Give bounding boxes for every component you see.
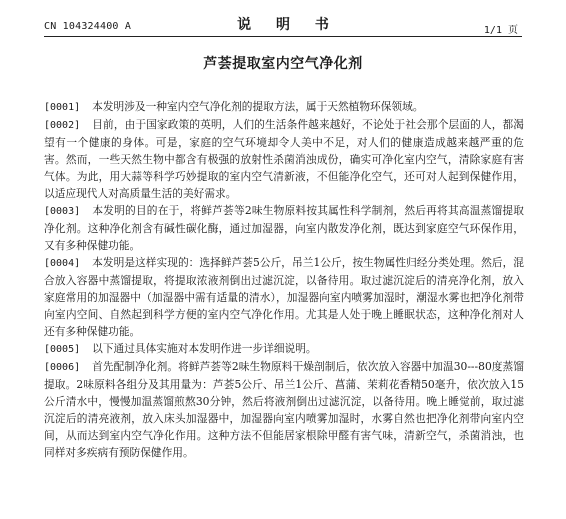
paragraph-number: [0003]: [44, 206, 81, 217]
paragraph-text: 首先配制净化剂。将鲜芦荟等2味生物原料干燥剖制后，依次放入容器中加温30---80度蒸馏提取。2味原料各组分及其用量为：芦荟5公斤、吊兰1公斤、菖蒲、茉莉花香精50毫升，依次放入15公斤清水中，慢慢加温蒸馏煎熬30分钟，然后将液剂倒出过滤沉淀，以备待用。晚上睡觉前，取过滤沉淀后的清亮液剂，放入床头加湿器中，加湿器向室内喷雾加湿时，水雾自然也把净化剂带向室内空间，从而达到室内空气净化作用。这种方法不但能居家根除甲醛有害气味，清新空气，杀菌消浊，也同样对多疾病有预防保健作用。: [44, 360, 524, 459]
paragraph-text: 目前，由于国家政策的英明，人们的生活条件越来越好，不论处于社会那个层面的人，都渴望有一个健康的身体。可是，家庭的空气环境却令人美中不足，对人们的健康造成越来越严重的危害。然而，一些天然生物中都含有极强的放射性杀菌消浊成份，确实可净化室内空气，清除家庭有害气体。为此，用大蒜等科学巧妙提取的室内空气清新液，不但能净化空气，还可对人起到保健作用，以适应现代人对高质量生活的美好需求。: [44, 118, 524, 200]
header-rule: [44, 36, 522, 37]
paragraph: [44, 116, 524, 202]
paragraph-number: [0005]: [44, 344, 81, 355]
paragraph-number: [0002]: [44, 120, 81, 131]
paragraph-number: [0004]: [44, 258, 81, 269]
paragraph-text: 本发明涉及一种室内空气净化剂的提取方法，属于天然植物环保领域。: [92, 100, 424, 113]
document-body: [44, 98, 524, 461]
paragraph: [44, 254, 524, 340]
paragraph: [44, 98, 524, 116]
paragraph-number: [0001]: [44, 102, 81, 113]
paragraph: [44, 202, 524, 254]
paragraph: [44, 358, 524, 461]
paragraph-text: 本发明的目的在于，将鲜芦荟等2味生物原料按其属性科学制剂，然后再将其高温蒸馏提取净化剂。这种净化剂含有碱性碳化酶，通过加湿器，向室内散发净化剂，既达到家庭空气环保作用，又有多种保健功能。: [44, 204, 524, 252]
document-type: 说 明 书: [237, 17, 339, 33]
patent-number: CN 104324400 A: [44, 21, 132, 32]
document-title: 芦荟提取室内空气净化剂: [203, 56, 363, 72]
page-number: 1/1 页: [483, 25, 518, 36]
paragraph: [44, 340, 524, 358]
paragraph-text: 以下通过具体实施对本发明作进一步详细说明。: [92, 342, 317, 355]
paragraph-text: 本发明是这样实现的：选择鲜芦荟5公斤，吊兰1公斤，按生物属性归经分类处理。然后，混合放入容器中蒸馏提取，将提取浓液剂倒出过滤沉淀，以备待用。取过滤沉淀后的清亮净化剂，放入家庭常用的加湿器中（加湿器中需有适量的清水），加湿器向室内喷雾加湿时，潮湿水雾也把净化剂带向室内空间、自然起到科学方便的室内空气净化作用。尤其是人处于晚上睡眠状态，这种净化剂对人还有多种保健功能。: [44, 256, 524, 338]
paragraph-number: [0006]: [44, 362, 81, 373]
